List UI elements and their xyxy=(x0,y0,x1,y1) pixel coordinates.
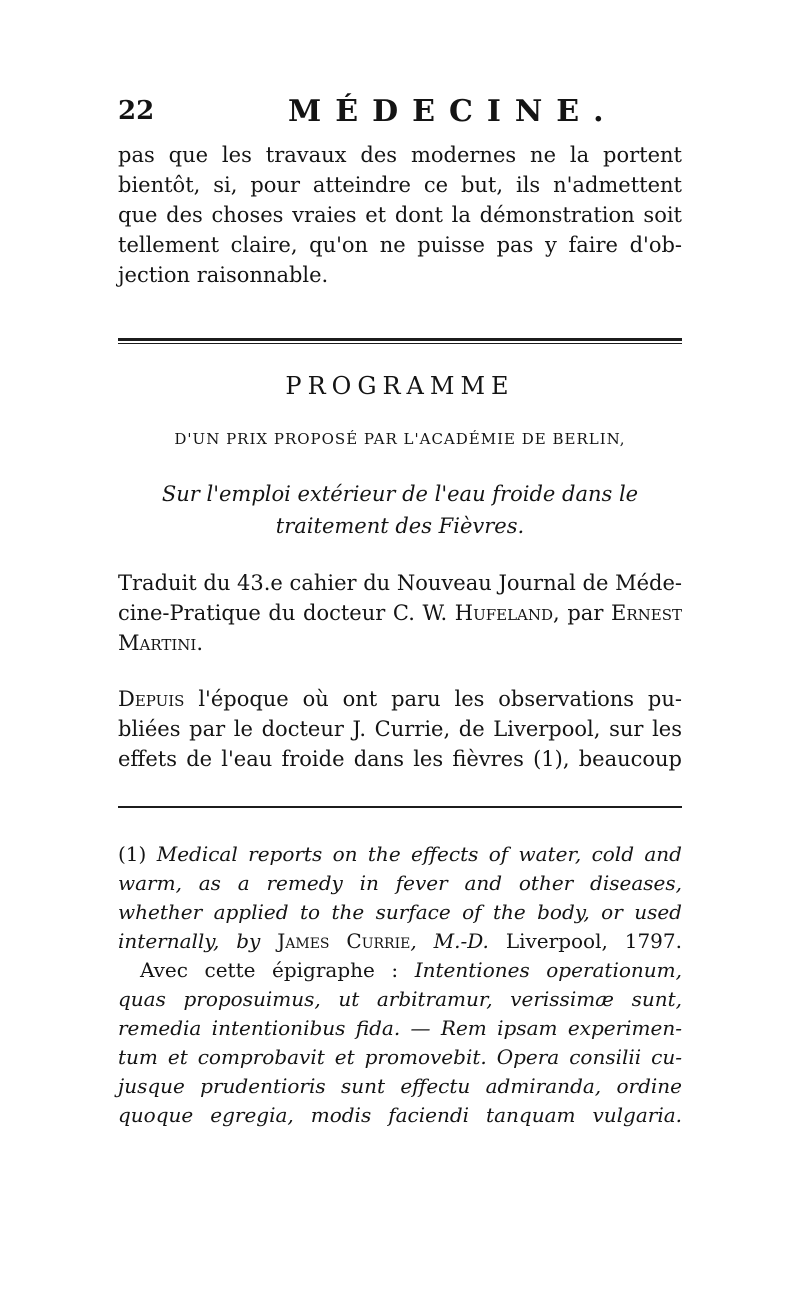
text-line: effets de l'eau froide dans les fièvres (1), beaucoup xyxy=(118,747,682,771)
footnote-divider xyxy=(118,806,682,808)
text-fragment: Liverpool, 1797. xyxy=(488,929,682,953)
section-divider-thick xyxy=(118,338,682,341)
text-line: que des choses vraies et dont la démonstration soit xyxy=(118,203,682,227)
text-fragment: internally, by xyxy=(118,929,278,953)
text-line: bliées par le docteur J. Currie, de Liverpool, sur les xyxy=(118,717,682,741)
footnote xyxy=(118,840,682,1130)
text-fragment: , par xyxy=(553,601,611,625)
footnote-line: jusque prudentioris sunt effectu admiranda, ordine xyxy=(118,1074,682,1098)
programme-title: PROGRAMME xyxy=(285,372,515,400)
author-name: Hufeland xyxy=(454,601,554,625)
translator-name: Ernest xyxy=(611,601,682,625)
footnote-line xyxy=(118,927,682,956)
footnote-line: warm, as a remedy in fever and other diseases, xyxy=(118,871,682,895)
translator-surname: Martini. xyxy=(118,631,204,655)
intro-paragraph xyxy=(118,140,682,290)
text-fragment: cine-Pratique du docteur C. W. xyxy=(118,601,455,625)
text-line xyxy=(118,628,682,658)
text-line: tellement claire, qu'on ne puisse pas y faire d'ob- xyxy=(118,233,682,257)
text-fragment: Avec cette épigraphe : xyxy=(140,958,415,982)
dropcap-word: Depuis xyxy=(118,687,185,711)
text-line: jection raisonnable. xyxy=(118,263,329,287)
footnote-line: quas proposuimus, ut arbitramur, verissimæ sunt, xyxy=(118,987,682,1011)
text-fragment: , M.-D. xyxy=(410,929,489,953)
text-fragment: Intentiones operationum, xyxy=(414,958,682,982)
section-divider-thin xyxy=(118,343,682,344)
text-fragment: Medical reports on the effects of water, cold and xyxy=(156,842,682,866)
text-line xyxy=(118,684,682,714)
footnote-line xyxy=(118,956,682,985)
translation-note xyxy=(118,568,682,658)
footnote-line: whether applied to the surface of the body, or used xyxy=(118,900,682,924)
topic-line: traitement des Fièvres. xyxy=(275,514,525,538)
text-line: Traduit du 43.e cahier du Nouveau Journal de Méde- xyxy=(118,571,682,595)
page-number: 22 xyxy=(118,96,155,126)
footnote-line xyxy=(118,840,682,869)
text-line xyxy=(118,598,682,628)
text-line: pas que les travaux des modernes ne la portent xyxy=(118,143,682,167)
footnote-marker: (1) xyxy=(118,842,147,866)
page-header xyxy=(118,94,678,134)
programme-topic xyxy=(0,478,800,542)
topic-line: Sur l'emploi extérieur de l'eau froide dans le xyxy=(161,482,639,506)
body-paragraph xyxy=(118,684,682,774)
footnote-line: remedia intentionibus fida. — Rem ipsam experimen- xyxy=(118,1016,682,1040)
programme-subtitle: D'UN PRIX PROPOSÉ PAR L'ACADÉMIE DE BERLIN, xyxy=(174,430,626,448)
text-line: bientôt, si, pour atteindre ce but, ils n'admettent xyxy=(118,173,682,197)
running-title: MÉDECINE. xyxy=(288,94,618,129)
author-name: James Currie xyxy=(277,929,411,953)
footnote-line: tum et comprobavit et promovebit. Opera consilii cu- xyxy=(118,1045,682,1069)
footnote-line: quoque egregia, modis faciendi tanquam vulgaria. xyxy=(118,1103,682,1127)
text-fragment: l'époque où ont paru les observations pu- xyxy=(184,687,682,711)
